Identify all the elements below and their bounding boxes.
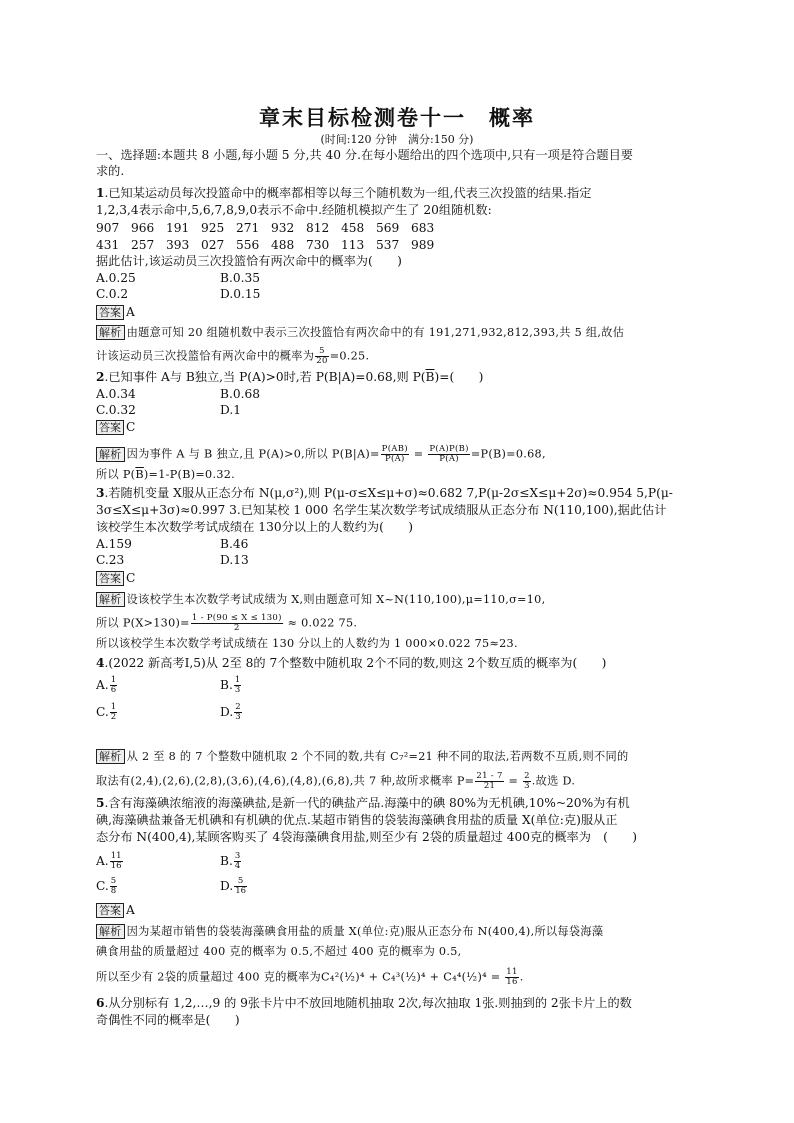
random-number: 730 [306, 238, 330, 252]
option-d: D. $\frac{2}{3}$ [220, 702, 241, 722]
random-number: 271 [236, 221, 260, 235]
fraction: $\frac{11}{16}$ [110, 851, 122, 871]
analysis-line-2: 所以 $P(\overline{B})=1-P(B)=0.32$. [96, 468, 236, 481]
analysis-tag: 解析 [96, 924, 125, 939]
question-2: 2.已知事件 A与 B独立,当 P(A)>0时,若 P(B|A)=0.68,则 $P(\overline{B})=$( ) [96, 370, 484, 384]
option-c: C. $\frac{5}{8}$ [96, 876, 117, 896]
question-5: 5.含有海藻碘浓缩液的海藻碘盐,是新一代的碘盐产品.海藻中的碘 80%为无机碘,10%~20%为有机 [96, 796, 630, 810]
option-c: C.0.32 [96, 403, 136, 417]
option-d: D.13 [220, 553, 249, 567]
random-number: 932 [271, 221, 295, 235]
analysis-line: 解析 从 2 至 8 的 7 个整数中随机取 2 个不同的数,共有 C₇²=21 种不同的取法,若两数不互质,则不同的 [96, 749, 628, 764]
answer-line [96, 420, 135, 435]
option-d: D. $\frac{5}{16}$ [220, 876, 247, 896]
random-number: 458 [341, 221, 365, 235]
random-number: 488 [271, 238, 295, 252]
option-b: B. $\frac{3}{4}$ [220, 851, 241, 871]
question-number: 2 [96, 370, 105, 384]
option-b: B.0.68 [220, 387, 260, 401]
question-1-line-3: 据此估计,该运动员三次投篮恰有两次命中的概率为( ) [96, 254, 402, 268]
analysis-tag: 解析 [96, 447, 125, 462]
question-1: 1.已知某运动员每次投篮命中的概率都相等以每三个随机数为一组,代表三次投篮的结果.指定 [96, 186, 592, 200]
random-number: 537 [376, 238, 400, 252]
option-b: B.46 [220, 537, 249, 551]
option-a: A. $\frac{11}{16}$ [96, 851, 122, 871]
question-number: 6 [96, 996, 105, 1010]
random-number: 113 [341, 238, 365, 252]
option-a: A.0.25 [96, 271, 136, 285]
question-1-line-2: 1,2,3,4表示命中,5,6,7,8,9,0表示不命中.经随机模拟产生了 20组随机数: [96, 203, 492, 217]
fraction: $\frac{5}{20}$ [316, 346, 328, 366]
fraction: $\frac{2}{3}$ [235, 702, 241, 722]
question-5-line-2: 碘,海藻碘盐兼备无机碘和有机碘的优点.某超市销售的袋装海藻碘食用盐的质量 X(单位:克)服从正 [96, 813, 618, 827]
option-d: D.0.15 [220, 287, 261, 301]
question-3-line-3: 该校学生本次数学考试成绩在 130分以上的人数约为( ) [96, 520, 413, 534]
answer-tag: 答案 [96, 305, 124, 320]
analysis-line-2: 取法有(2,4),(2,6),(2,8),(3,6),(4,6),(4,8),(6,8),共 7 种,故所求概率 P= $\frac{21 - 7}{21}$ = $\frac{2}{3}$ .故选 D. [96, 771, 576, 791]
answer-value: C [126, 571, 136, 585]
page-title: 章末目标检测卷十一 概率 [259, 106, 535, 130]
answer-value: A [126, 903, 135, 917]
analysis-line-2: 所以 P(X>130)= $\frac{1 - P(90 \le X \le 130)}{2}$ ≈ 0.022 75. [96, 613, 358, 633]
random-number: 925 [201, 221, 225, 235]
analysis-tag: 解析 [96, 592, 125, 607]
random-number: 191 [166, 221, 190, 235]
answer-tag: 答案 [96, 420, 124, 435]
fraction: $\frac{P(A)P(B)}{P(A)}$ [429, 444, 469, 464]
random-number: 556 [236, 238, 260, 252]
option-a: A.159 [96, 537, 132, 551]
analysis-line-2: 计该运动员三次投篮恰有两次命中的概率为 $\frac{5}{20}$ =0.25. [96, 346, 370, 366]
option-c: C. $\frac{1}{2}$ [96, 702, 117, 722]
option-c: C.23 [96, 553, 125, 567]
random-number: 257 [131, 238, 155, 252]
page-subtitle: (时间:120 分钟 满分:150 分) [320, 133, 474, 146]
analysis-line-3: 所以至少有 2袋的质量超过 400 克的概率为C₄²(½)⁴ + C₄³(½)⁴ + C₄⁴(½)⁴ = $\frac{11}{16}$ . [96, 967, 524, 987]
fraction: $\frac{11}{16}$ [506, 967, 518, 987]
random-number: 812 [306, 221, 330, 235]
question-number: 4 [96, 656, 105, 670]
question-3: 3.若随机变量 X服从正态分布 N(μ,σ²),则 P(μ-σ≤X≤μ+σ)≈0.682 7,P(μ-2σ≤X≤μ+2σ)≈0.954 5,P(μ- [96, 486, 673, 500]
analysis-line: 解析 因为事件 A 与 B 独立,且 P(A)>0,所以 P(B|A)= $\frac{P(AB)}{P(A)}$ = $\frac{P(A)P(B)}{P(A)}$ =P(B)=0.68, [96, 445, 546, 464]
question-3-line-2: 3σ≤X≤μ+3σ)≈0.997 3.已知某校 1 000 名学生某次数学考试成绩服从正态分布 N(110,100),据此估计 [96, 503, 667, 517]
fraction: $\frac{1}{3}$ [234, 675, 241, 695]
fraction: $\frac{1}{6}$ [110, 675, 117, 695]
fraction: $\frac{P(AB)}{P(A)}$ [381, 444, 408, 464]
random-numbers-row-2 [96, 238, 446, 253]
question-5-line-3: 态分布 N(400,4),某顾客购买了 4袋海藻碘食用盐,则至少有 2袋的质量超过 400克的概率为 ( ) [96, 830, 637, 844]
random-number: 431 [96, 238, 120, 252]
analysis-tag: 解析 [96, 325, 125, 340]
answer-value: A [126, 305, 135, 319]
analysis-tag: 解析 [96, 749, 125, 764]
answer-line [96, 903, 135, 918]
analysis-line: 解析 因为某超市销售的袋装海藻碘食用盐的质量 X(单位:克)服从正态分布 N(400,4),所以每袋海藻 [96, 924, 603, 939]
random-number: 027 [201, 238, 225, 252]
option-b: B. $\frac{1}{3}$ [220, 675, 241, 695]
random-number: 907 [96, 221, 120, 235]
fraction: $\frac{5}{8}$ [110, 876, 117, 896]
random-number: 966 [131, 221, 155, 235]
random-number: 683 [411, 221, 435, 235]
random-numbers-row-1 [96, 221, 446, 236]
random-number: 989 [411, 238, 435, 252]
analysis-line-2: 碘食用盐的质量超过 400 克的概率为 0.5,不超过 400 克的概率为 0.5, [96, 945, 462, 958]
analysis-line: 解析 由题意可知 20 组随机数中表示三次投篮恰有两次命中的有 191,271,932,812,393,共 5 组,故估 [96, 325, 624, 340]
fraction: $\frac{2}{3}$ [524, 771, 530, 791]
random-number: 393 [166, 238, 190, 252]
answer-line [96, 571, 135, 586]
random-number: 569 [376, 221, 400, 235]
fraction: $\frac{1}{2}$ [110, 702, 117, 722]
analysis-line: 解析 设该校学生本次数学考试成绩为 X,则由题意可知 X~N(110,100),μ=110,σ=10, [96, 592, 545, 607]
question-6-line-2: 奇偶性不同的概率是( ) [96, 1013, 240, 1027]
analysis-line-3: 所以该校学生本次数学考试成绩在 130 分以上的人数约为 1 000×0.022 75≈23. [96, 637, 518, 650]
question-number: 3 [96, 486, 105, 500]
fraction: $\frac{1 - P(90 \le X \le 130)}{2}$ [191, 613, 282, 633]
option-c: C.0.2 [96, 287, 129, 301]
fraction: $\frac{21 - 7}{21}$ [476, 771, 503, 791]
section-intro: 一、选择题:本题共 8 小题,每小题 5 分,共 40 分.在每小题给出的四个选项中,只有一项是符合题目要 [96, 148, 633, 162]
fraction: $\frac{5}{16}$ [235, 876, 247, 896]
question-6: 6.从分别标有 1,2,…,9 的 9张卡片中不放回地随机抽取 2次,每次抽取 1张.则抽到的 2张卡片上的数 [96, 996, 632, 1010]
answer-line [96, 305, 135, 320]
option-b: B.0.35 [220, 271, 260, 285]
option-a: A.0.34 [96, 387, 136, 401]
answer-value: C [126, 420, 136, 434]
fraction: $\frac{3}{4}$ [234, 851, 241, 871]
question-4: 4.(2022 新高考Ⅰ,5)从 2至 8的 7个整数中随机取 2个不同的数,则这 2个数互质的概率为( ) [96, 656, 607, 670]
option-a: A. $\frac{1}{6}$ [96, 675, 117, 695]
section-intro-cont: 求的. [96, 164, 125, 178]
answer-tag: 答案 [96, 571, 124, 586]
question-number: 5 [96, 796, 105, 810]
answer-tag: 答案 [96, 903, 124, 918]
option-d: D.1 [220, 403, 241, 417]
question-number: 1 [96, 186, 105, 200]
